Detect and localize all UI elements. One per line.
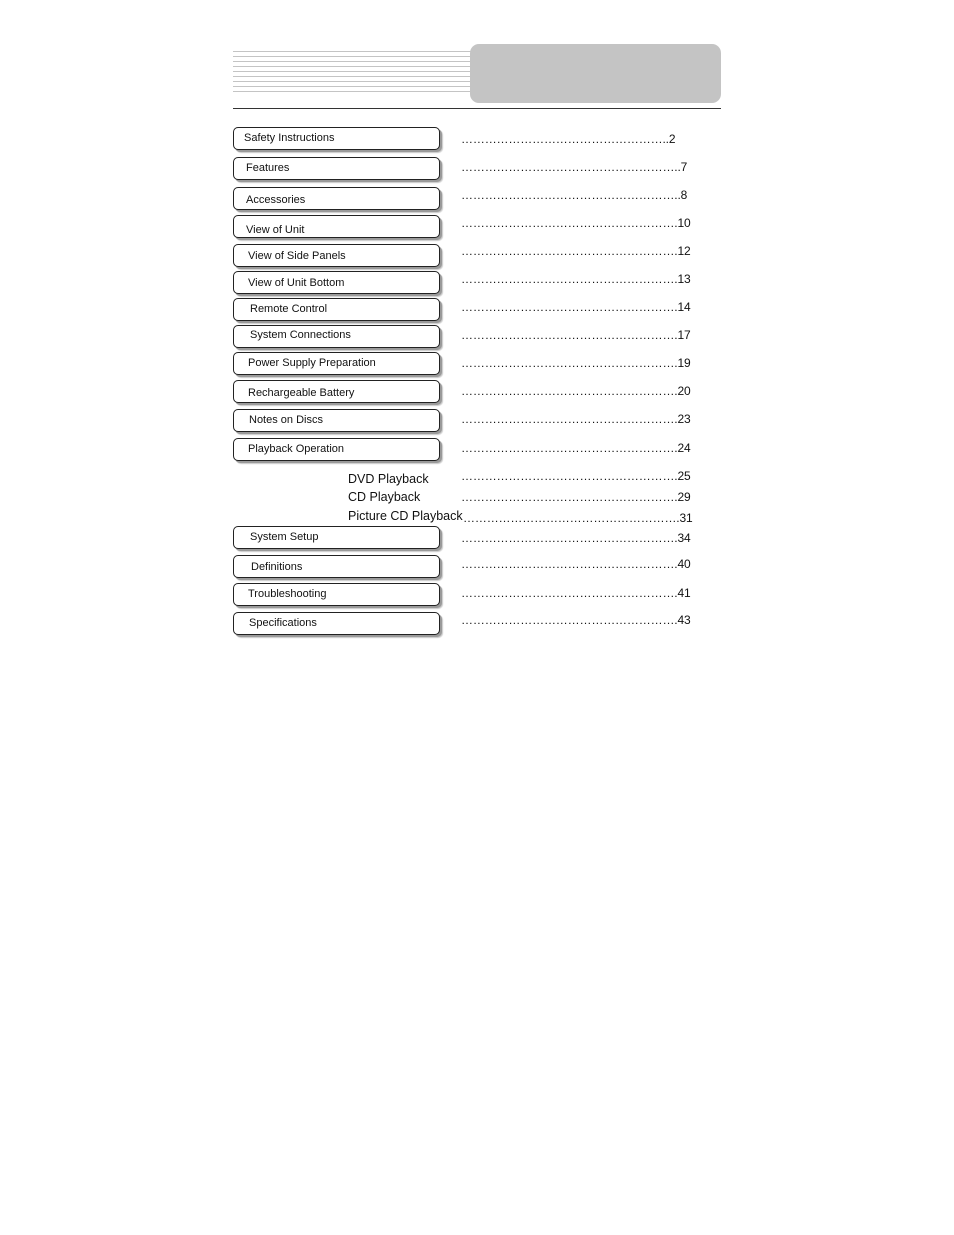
toc-subentry-cd-playback[interactable]: CD Playback <box>348 490 421 504</box>
toc-entry-label: Features <box>246 162 290 174</box>
toc-leader: ……………………………………………….24 <box>461 441 691 455</box>
toc-leader: ………………………………………………..8 <box>461 188 688 202</box>
toc-leader: ……………………………………………….19 <box>461 356 691 370</box>
toc-leader: ……………………………………………….23 <box>461 412 691 426</box>
toc-entry-label: View of Side Panels <box>248 250 346 262</box>
toc-leader: ……………………………………………….40 <box>461 557 691 571</box>
toc-entry-view-of-unit-bottom[interactable] <box>233 271 440 294</box>
toc-entry-system-connections[interactable] <box>233 325 440 348</box>
toc-leader: ……………………………………………….14 <box>461 300 691 314</box>
toc-entry-label: Remote Control <box>250 303 328 315</box>
toc-entry-label: Playback Operation <box>248 443 344 455</box>
toc-leader: ……………………………………………….25 <box>461 469 691 483</box>
toc-leader: ……………………………………………….10 <box>461 216 691 230</box>
toc-leader: ……………………………………………….13 <box>461 272 691 286</box>
toc-entry-view-of-unit[interactable] <box>233 215 440 238</box>
toc-entry-label: Safety Instructions <box>244 132 335 144</box>
header-tab <box>470 44 721 103</box>
toc-leader: ……………………………………………….34 <box>461 531 691 545</box>
toc-leader: ……………………………………………….12 <box>461 244 691 258</box>
toc-leader: ……………………………………………….29 <box>461 490 691 504</box>
toc-entry-view-of-side-panels[interactable] <box>233 244 440 267</box>
toc-entry-label: View of Unit Bottom <box>248 277 345 289</box>
toc-entry-label: Power Supply Preparation <box>248 357 376 369</box>
toc-entry-power-supply-preparation[interactable] <box>233 352 440 375</box>
toc-entry-label: Rechargeable Battery <box>248 387 355 399</box>
toc-entry-accessories[interactable] <box>233 187 440 210</box>
header-divider <box>233 108 721 109</box>
toc-leader: ……………………………………………….17 <box>461 328 691 342</box>
toc-entry-label: System Connections <box>250 329 351 341</box>
toc-entry-notes-on-discs[interactable] <box>233 409 440 432</box>
toc-entry-system-setup[interactable] <box>233 526 440 549</box>
toc-subentry-picture-cd-playback[interactable]: Picture CD Playback <box>348 509 463 523</box>
toc-subentry-dvd-playback[interactable]: DVD Playback <box>348 472 429 486</box>
toc-leader: ……………………………………………..2 <box>461 132 676 146</box>
toc-entry-label: System Setup <box>250 531 319 543</box>
toc-entry-specifications[interactable] <box>233 612 440 635</box>
toc-leader: ……………………………………………….43 <box>461 613 691 627</box>
toc-entry-playback-operation[interactable] <box>233 438 440 461</box>
toc-entry-troubleshooting[interactable] <box>233 583 440 606</box>
toc-entry-label: Notes on Discs <box>249 414 323 426</box>
toc-entry-rechargeable-battery[interactable] <box>233 380 440 403</box>
toc-entry-definitions[interactable] <box>233 555 440 578</box>
toc-entry-remote-control[interactable] <box>233 298 440 321</box>
toc-entry-safety-instructions[interactable] <box>233 127 440 150</box>
toc-leader: ……………………………………………….20 <box>461 384 691 398</box>
toc-entry-label: Accessories <box>246 194 306 206</box>
toc-entry-label: Troubleshooting <box>248 588 327 600</box>
toc-entry-label: Definitions <box>251 561 303 573</box>
toc-leader: ……………………………………………….41 <box>461 586 691 600</box>
toc-entry-features[interactable] <box>233 157 440 180</box>
toc-entry-label: View of Unit <box>246 224 305 236</box>
toc-leader: ………………………………………………..7 <box>461 160 688 174</box>
header-stripes <box>233 51 471 95</box>
toc-entry-label: Specifications <box>249 617 317 629</box>
toc-leader: ……………………………………………….31 <box>463 511 693 525</box>
